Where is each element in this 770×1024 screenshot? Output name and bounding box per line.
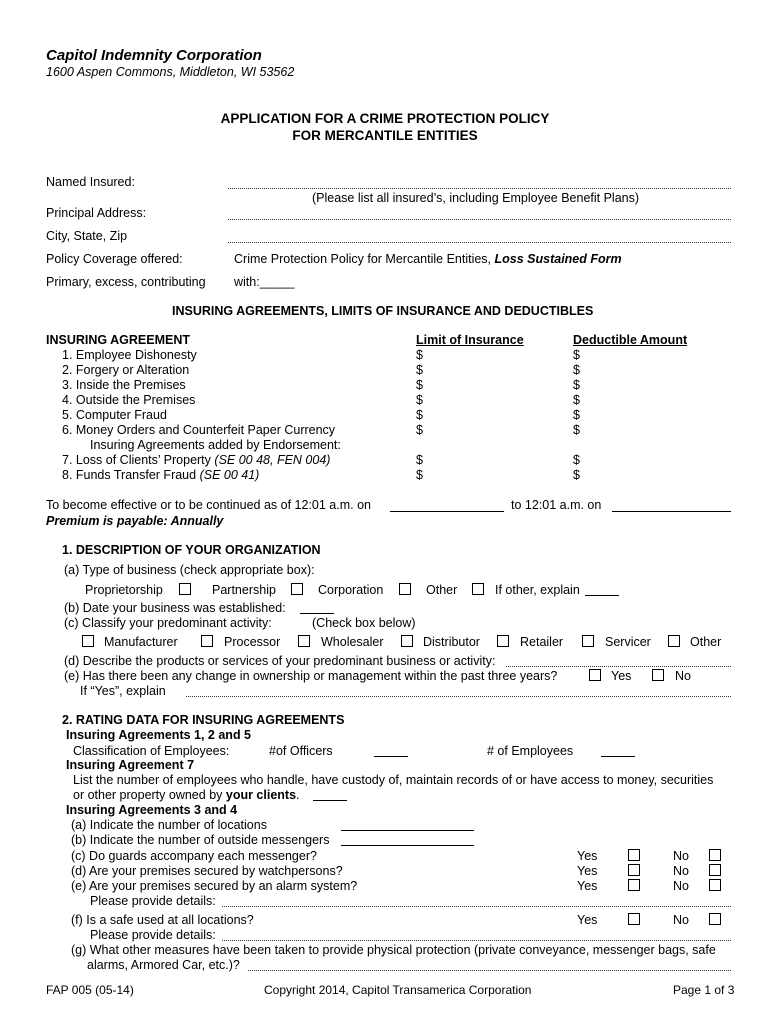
- if-other-explain-field[interactable]: [585, 595, 619, 596]
- deductible-dollar[interactable]: $: [573, 363, 580, 377]
- messengers-field[interactable]: [341, 845, 474, 846]
- option-processor: Processor: [224, 635, 281, 649]
- ownership-yes-label: Yes: [611, 669, 632, 683]
- deductible-dollar[interactable]: $: [573, 378, 580, 392]
- guards-label: (c) Do guards accompany each messenger?: [71, 849, 317, 863]
- copyright: Copyright 2014, Capitol Transamerica Corporation: [264, 983, 532, 997]
- alarm-details-field[interactable]: [222, 906, 731, 907]
- officers-field[interactable]: [374, 756, 408, 757]
- to-label: to 12:01 a.m. on: [511, 498, 602, 512]
- form-title-line2: FOR MERCANTILE ENTITIES: [292, 128, 478, 143]
- client-employees-field[interactable]: [313, 800, 347, 801]
- employees-label: # of Employees: [487, 744, 574, 758]
- check-box-below-note: (Check box below): [312, 616, 416, 630]
- coverage-value: Crime Protection Policy for Mercantile Entities, Loss Sustained Form: [234, 252, 622, 266]
- option-distributor: Distributor: [423, 635, 480, 649]
- deductible-dollar[interactable]: $: [573, 423, 580, 437]
- if-yes-explain-label: If “Yes”, explain: [80, 684, 166, 698]
- guards-yes-label: Yes: [577, 849, 598, 863]
- checkbox-watchpersons-no[interactable]: [709, 864, 721, 876]
- deductible-dollar[interactable]: $: [573, 393, 580, 407]
- option-manufacturer: Manufacturer: [104, 635, 178, 649]
- messengers-label: (b) Indicate the number of outside messengers: [71, 833, 330, 847]
- agreement-item: 3. Inside the Premises: [62, 378, 186, 392]
- premium-payable: Premium is payable: Annually: [46, 514, 224, 528]
- option-wholesaler: Wholesaler: [321, 635, 384, 649]
- ia-7-text-line2: or other property owned by your clients.: [73, 788, 300, 802]
- limit-dollar[interactable]: $: [416, 423, 423, 437]
- endorsement-label: Insuring Agreements added by Endorsement:: [90, 438, 341, 452]
- limit-dollar[interactable]: $: [416, 348, 423, 362]
- officers-label: #of Officers: [269, 744, 333, 758]
- option-proprietorship: Proprietorship: [85, 583, 163, 597]
- ia-34-heading: Insuring Agreements 3 and 4: [66, 803, 238, 817]
- checkbox-wholesaler[interactable]: [298, 635, 310, 647]
- option-activity-other: Other: [690, 635, 722, 649]
- effective-date-field[interactable]: [390, 511, 504, 512]
- classification-label: Classification of Employees:: [73, 744, 230, 758]
- deductible-dollar[interactable]: $: [573, 453, 580, 467]
- form-number: FAP 005 (05-14): [46, 983, 134, 997]
- col-limit-of-insurance: Limit of Insurance: [416, 333, 524, 347]
- city-state-zip-field[interactable]: [228, 242, 731, 243]
- describe-products-label: (d) Describe the products or services of your predominant business or activity:: [64, 654, 496, 668]
- describe-products-field[interactable]: [506, 666, 731, 667]
- deductible-dollar[interactable]: $: [573, 348, 580, 362]
- col-insuring-agreement: INSURING AGREEMENT: [46, 333, 190, 347]
- option-corporation: Corporation: [318, 583, 384, 597]
- checkbox-manufacturer[interactable]: [82, 635, 94, 647]
- limit-dollar[interactable]: $: [416, 378, 423, 392]
- checkbox-servicer[interactable]: [582, 635, 594, 647]
- type-of-business-label: (a) Type of business (check appropriate box):: [64, 563, 315, 577]
- option-retailer: Retailer: [520, 635, 564, 649]
- ia-7-heading: Insuring Agreement 7: [66, 758, 195, 772]
- agreement-item: 5. Computer Fraud: [62, 408, 167, 422]
- safe-no-label: No: [673, 913, 689, 927]
- coverage-label: Policy Coverage offered:: [46, 252, 183, 266]
- ia-125-heading: Insuring Agreements 1, 2 and 5: [66, 728, 252, 742]
- checkbox-retailer[interactable]: [497, 635, 509, 647]
- watchpersons-yes-label: Yes: [577, 864, 598, 878]
- ownership-change-label: (e) Has there been any change in ownership or management within the past three years?: [64, 669, 558, 683]
- limit-dollar[interactable]: $: [416, 363, 423, 377]
- primary-value: with:_____: [234, 275, 295, 289]
- agreement-item: 4. Outside the Premises: [62, 393, 196, 407]
- ownership-no-label: No: [675, 669, 691, 683]
- expiration-date-field[interactable]: [612, 511, 731, 512]
- option-servicer: Servicer: [605, 635, 651, 649]
- checkbox-guards-yes[interactable]: [628, 849, 640, 861]
- deductible-dollar[interactable]: $: [573, 408, 580, 422]
- option-other: Other: [426, 583, 458, 597]
- deductible-dollar[interactable]: $: [573, 468, 580, 482]
- page-number: Page 1 of 3: [673, 983, 735, 997]
- limit-dollar[interactable]: $: [416, 468, 423, 482]
- named-insured-note: (Please list all insured’s, including Employee Benefit Plans): [312, 191, 640, 205]
- checkbox-partnership[interactable]: [291, 583, 303, 595]
- other-measures-field[interactable]: [248, 970, 731, 971]
- ia-7-text-line1: List the number of employees who handle, have custody of, maintain records of or have access to money, securities: [73, 773, 714, 787]
- principal-address-label: Principal Address:: [46, 206, 147, 220]
- agreement-item: 2. Forgery or Alteration: [62, 363, 190, 377]
- if-yes-explain-field[interactable]: [186, 696, 731, 697]
- checkbox-alarm-yes[interactable]: [628, 879, 640, 891]
- date-established-label: (b) Date your business was established:: [64, 601, 286, 615]
- checkbox-safe-no[interactable]: [709, 913, 721, 925]
- agreement-item-8: 8. Funds Transfer Fraud (SE 00 41): [62, 468, 260, 482]
- locations-label: (a) Indicate the number of locations: [71, 818, 267, 832]
- safe-label: (f) Is a safe used at all locations?: [71, 913, 254, 927]
- date-established-field[interactable]: [300, 613, 334, 614]
- checkbox-guards-no[interactable]: [709, 849, 721, 861]
- if-other-explain-label: If other, explain: [495, 583, 580, 597]
- company-address: 1600 Aspen Commons, Middleton, WI 53562: [46, 65, 295, 79]
- form-title-line1: APPLICATION FOR A CRIME PROTECTION POLICY: [220, 111, 550, 126]
- employees-field[interactable]: [601, 756, 635, 757]
- insuring-section-title: INSURING AGREEMENTS, LIMITS OF INSURANCE AND DEDUCTIBLES: [172, 304, 594, 318]
- section1-title: 1. DESCRIPTION OF YOUR ORGANIZATION: [62, 543, 321, 557]
- guards-no-label: No: [673, 849, 689, 863]
- alarm-yes-label: Yes: [577, 879, 598, 893]
- company-name: Capitol Indemnity Corporation: [46, 47, 262, 64]
- agreement-item: 6. Money Orders and Counterfeit Paper Currency: [62, 423, 336, 437]
- principal-address-field[interactable]: [228, 219, 731, 220]
- primary-label: Primary, excess, contributing: [46, 275, 206, 289]
- safe-details-field[interactable]: [222, 940, 731, 941]
- predominant-activity-label: (c) Classify your predominant activity:: [64, 616, 272, 630]
- checkbox-watchpersons-yes[interactable]: [628, 864, 640, 876]
- checkbox-ownership-no[interactable]: [652, 669, 664, 681]
- checkbox-corporation[interactable]: [399, 583, 411, 595]
- named-insured-label: Named Insured:: [46, 175, 135, 189]
- checkbox-processor[interactable]: [201, 635, 213, 647]
- limit-dollar[interactable]: $: [416, 408, 423, 422]
- named-insured-field[interactable]: [228, 188, 731, 189]
- alarm-no-label: No: [673, 879, 689, 893]
- checkbox-ownership-yes[interactable]: [589, 669, 601, 681]
- checkbox-activity-other[interactable]: [668, 635, 680, 647]
- col-deductible-amount: Deductible Amount: [573, 333, 688, 347]
- agreement-item-7: 7. Loss of Clients’ Property (SE 00 48, FEN 004): [62, 453, 331, 467]
- safe-details-label: Please provide details:: [90, 928, 216, 942]
- city-state-zip-label: City, State, Zip: [46, 229, 128, 243]
- section2-title: 2. RATING DATA FOR INSURING AGREEMENTS: [62, 713, 345, 727]
- other-measures-label: (g) What other measures have been taken to provide physical protection (private conveyance, messenger bags, safe: [71, 943, 716, 957]
- checkbox-alarm-no[interactable]: [709, 879, 721, 891]
- checkbox-distributor[interactable]: [401, 635, 413, 647]
- checkbox-proprietorship[interactable]: [179, 583, 191, 595]
- alarm-label: (e) Are your premises secured by an alarm system?: [71, 879, 358, 893]
- checkbox-other[interactable]: [472, 583, 484, 595]
- other-measures-label-2: alarms, Armored Car, etc.)?: [87, 958, 240, 972]
- option-partnership: Partnership: [212, 583, 276, 597]
- watchpersons-label: (d) Are your premises secured by watchpersons?: [71, 864, 343, 878]
- locations-field[interactable]: [341, 830, 474, 831]
- agreement-item: 1. Employee Dishonesty: [62, 348, 197, 362]
- watchpersons-no-label: No: [673, 864, 689, 878]
- checkbox-safe-yes[interactable]: [628, 913, 640, 925]
- alarm-details-label: Please provide details:: [90, 894, 216, 908]
- safe-yes-label: Yes: [577, 913, 598, 927]
- limit-dollar[interactable]: $: [416, 453, 423, 467]
- effective-label: To become effective or to be continued as of 12:01 a.m. on: [46, 498, 371, 512]
- limit-dollar[interactable]: $: [416, 393, 423, 407]
